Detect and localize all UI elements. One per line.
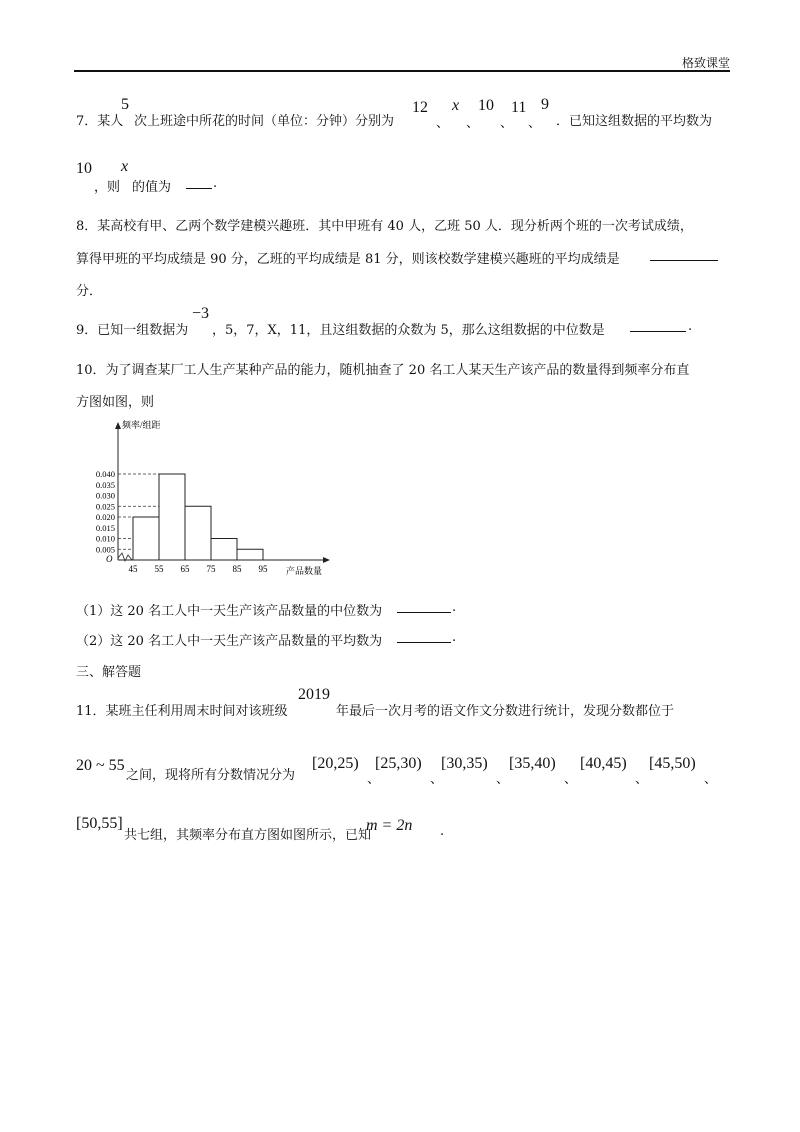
q11-text-c: 共七组，其频率分布直方图如图所示，已知 [124, 828, 372, 843]
q7-value-4: 11 [511, 99, 527, 116]
q7-sep-3: 、 [500, 116, 514, 131]
y-tick-label: 0.005 [95, 544, 115, 555]
q11-interval-separator: 、 [430, 772, 444, 787]
histogram-bar [237, 549, 263, 560]
q11-relation: m = 2n [366, 817, 413, 834]
y-tick-label: 0.035 [95, 479, 115, 490]
q11-range: 20 ~ 55 [76, 757, 125, 774]
histogram-bar [211, 539, 237, 561]
q7-text-b: ．已知这组数据的平均数为 [556, 114, 713, 129]
x-axis-arrow [323, 557, 330, 563]
q7-end: . [213, 176, 218, 191]
q11-interval-separator: 、 [635, 772, 649, 787]
q11-interval-separator: 、 [367, 772, 381, 787]
y-axis-label: 频率/组距 [122, 420, 161, 430]
q7-variable: x [121, 158, 129, 175]
q11-text-b: 之间，现将所有分数情况分为 [126, 768, 296, 783]
q7-count: 5 [121, 96, 129, 113]
y-axis-arrow [115, 422, 121, 429]
q11-prefix: 11．某班主任利用周末时间对该班级 [76, 704, 288, 719]
q11-interval-separator: 、 [564, 772, 578, 787]
q11-interval: [20,25) [312, 755, 359, 772]
q7-sep-4: 、 [528, 116, 542, 131]
x-tick-label: 95 [258, 564, 268, 574]
q7-text-c: ，则 [94, 180, 121, 195]
q8-line-1: 8．某高校有甲、乙两个数学建模兴趣班．其中甲班有 40 人，乙班 50 人．现分析两个班的一次考试成绩， [76, 219, 693, 234]
y-tick-label: 0.015 [95, 522, 115, 533]
y-tick-label: 0.030 [95, 490, 115, 501]
q7-text-d: 的值为 [132, 180, 172, 195]
q10-sub1-answer-blank[interactable] [397, 600, 451, 613]
section-title: 三、解答题 [76, 665, 142, 680]
q10-sub-1-end: . [452, 600, 457, 615]
q11-year: 2019 [298, 686, 330, 703]
q11-interval: [45,50) [649, 755, 696, 772]
q9-end: . [688, 319, 693, 334]
q8-answer-blank[interactable] [650, 248, 718, 261]
histogram-plot [96, 419, 330, 576]
q7-sep-1: 、 [436, 116, 450, 131]
header-brand: 格致课堂 [681, 56, 730, 70]
q11-interval: [25,30) [375, 755, 422, 772]
q10-sub-1: （1）这 20 名工人中一天生产该产品数量的中位数为 [76, 604, 383, 619]
q9-first-value: −3 [192, 305, 210, 322]
q9-rest: ，5，7，X，11，且这组数据的众数为 5，那么这组数据的中位数是 [212, 323, 605, 338]
frequency-histogram [78, 418, 338, 580]
q7-sep-2: 、 [466, 116, 480, 131]
histogram-bar [185, 506, 211, 560]
q7-answer-blank[interactable] [186, 176, 212, 189]
q7-prefix: 7．某人 [76, 114, 124, 129]
x-tick-label: 45 [128, 564, 138, 574]
q11-text-a: 年最后一次月考的语文作文分数进行统计，发现分数都位于 [336, 704, 675, 719]
q10-sub-2-end: . [452, 630, 457, 645]
x-axis-label: 产品数量 [286, 566, 323, 576]
origin-label: O [106, 554, 113, 564]
q9-prefix: 9．已知一组数据为 [76, 323, 189, 338]
q11-interval-separator: 、 [496, 772, 510, 787]
y-tick-label: 0.020 [95, 512, 115, 522]
q11-interval-separator: 、 [704, 772, 718, 787]
x-tick-label: 55 [154, 564, 164, 574]
q10-sub-2: （2）这 20 名工人中一天生产该产品数量的平均数为 [76, 634, 383, 649]
q7-mean: 10 [76, 160, 92, 177]
q8-line-2: 算得甲班的平均成绩是 90 分，乙班的平均成绩是 81 分，则该校数学建模兴趣班的平均成绩是 [76, 252, 620, 267]
q7-value-3: 10 [478, 97, 494, 114]
histogram-bar [133, 517, 159, 560]
q7-value-2: x [452, 97, 460, 114]
y-tick-label: 0.010 [95, 533, 115, 544]
q7-value-5: 9 [541, 96, 549, 113]
q10-line-2: 方图如图，则 [76, 395, 155, 410]
x-tick-label: 75 [206, 564, 216, 574]
y-tick-label: 0.025 [95, 501, 115, 512]
q10-line-1: 10．为了调查某厂工人生产某种产品的能力，随机抽查了 20 名工人某天生产该产品的数量得到频率分布直 [76, 363, 690, 378]
x-tick-label: 65 [180, 564, 190, 574]
y-tick-label: 0.040 [95, 469, 115, 479]
q11-interval: [30,35) [441, 755, 488, 772]
q11-interval: [40,45) [580, 755, 627, 772]
q11-interval: [35,40) [509, 755, 556, 772]
q7-value-1: 12 [412, 99, 428, 116]
q9-answer-blank[interactable] [630, 319, 686, 332]
histogram-bar [159, 474, 185, 560]
q8-line-3: 分． [76, 284, 103, 299]
q11-last-interval: [50,55] [76, 815, 123, 832]
header-rule [74, 70, 730, 72]
q10-sub2-answer-blank[interactable] [397, 630, 451, 643]
q7-text-a: 次上班途中所花的时间（单位：分钟）分别为 [134, 114, 395, 129]
x-tick-label: 85 [232, 564, 242, 574]
q11-end: . [440, 824, 445, 839]
